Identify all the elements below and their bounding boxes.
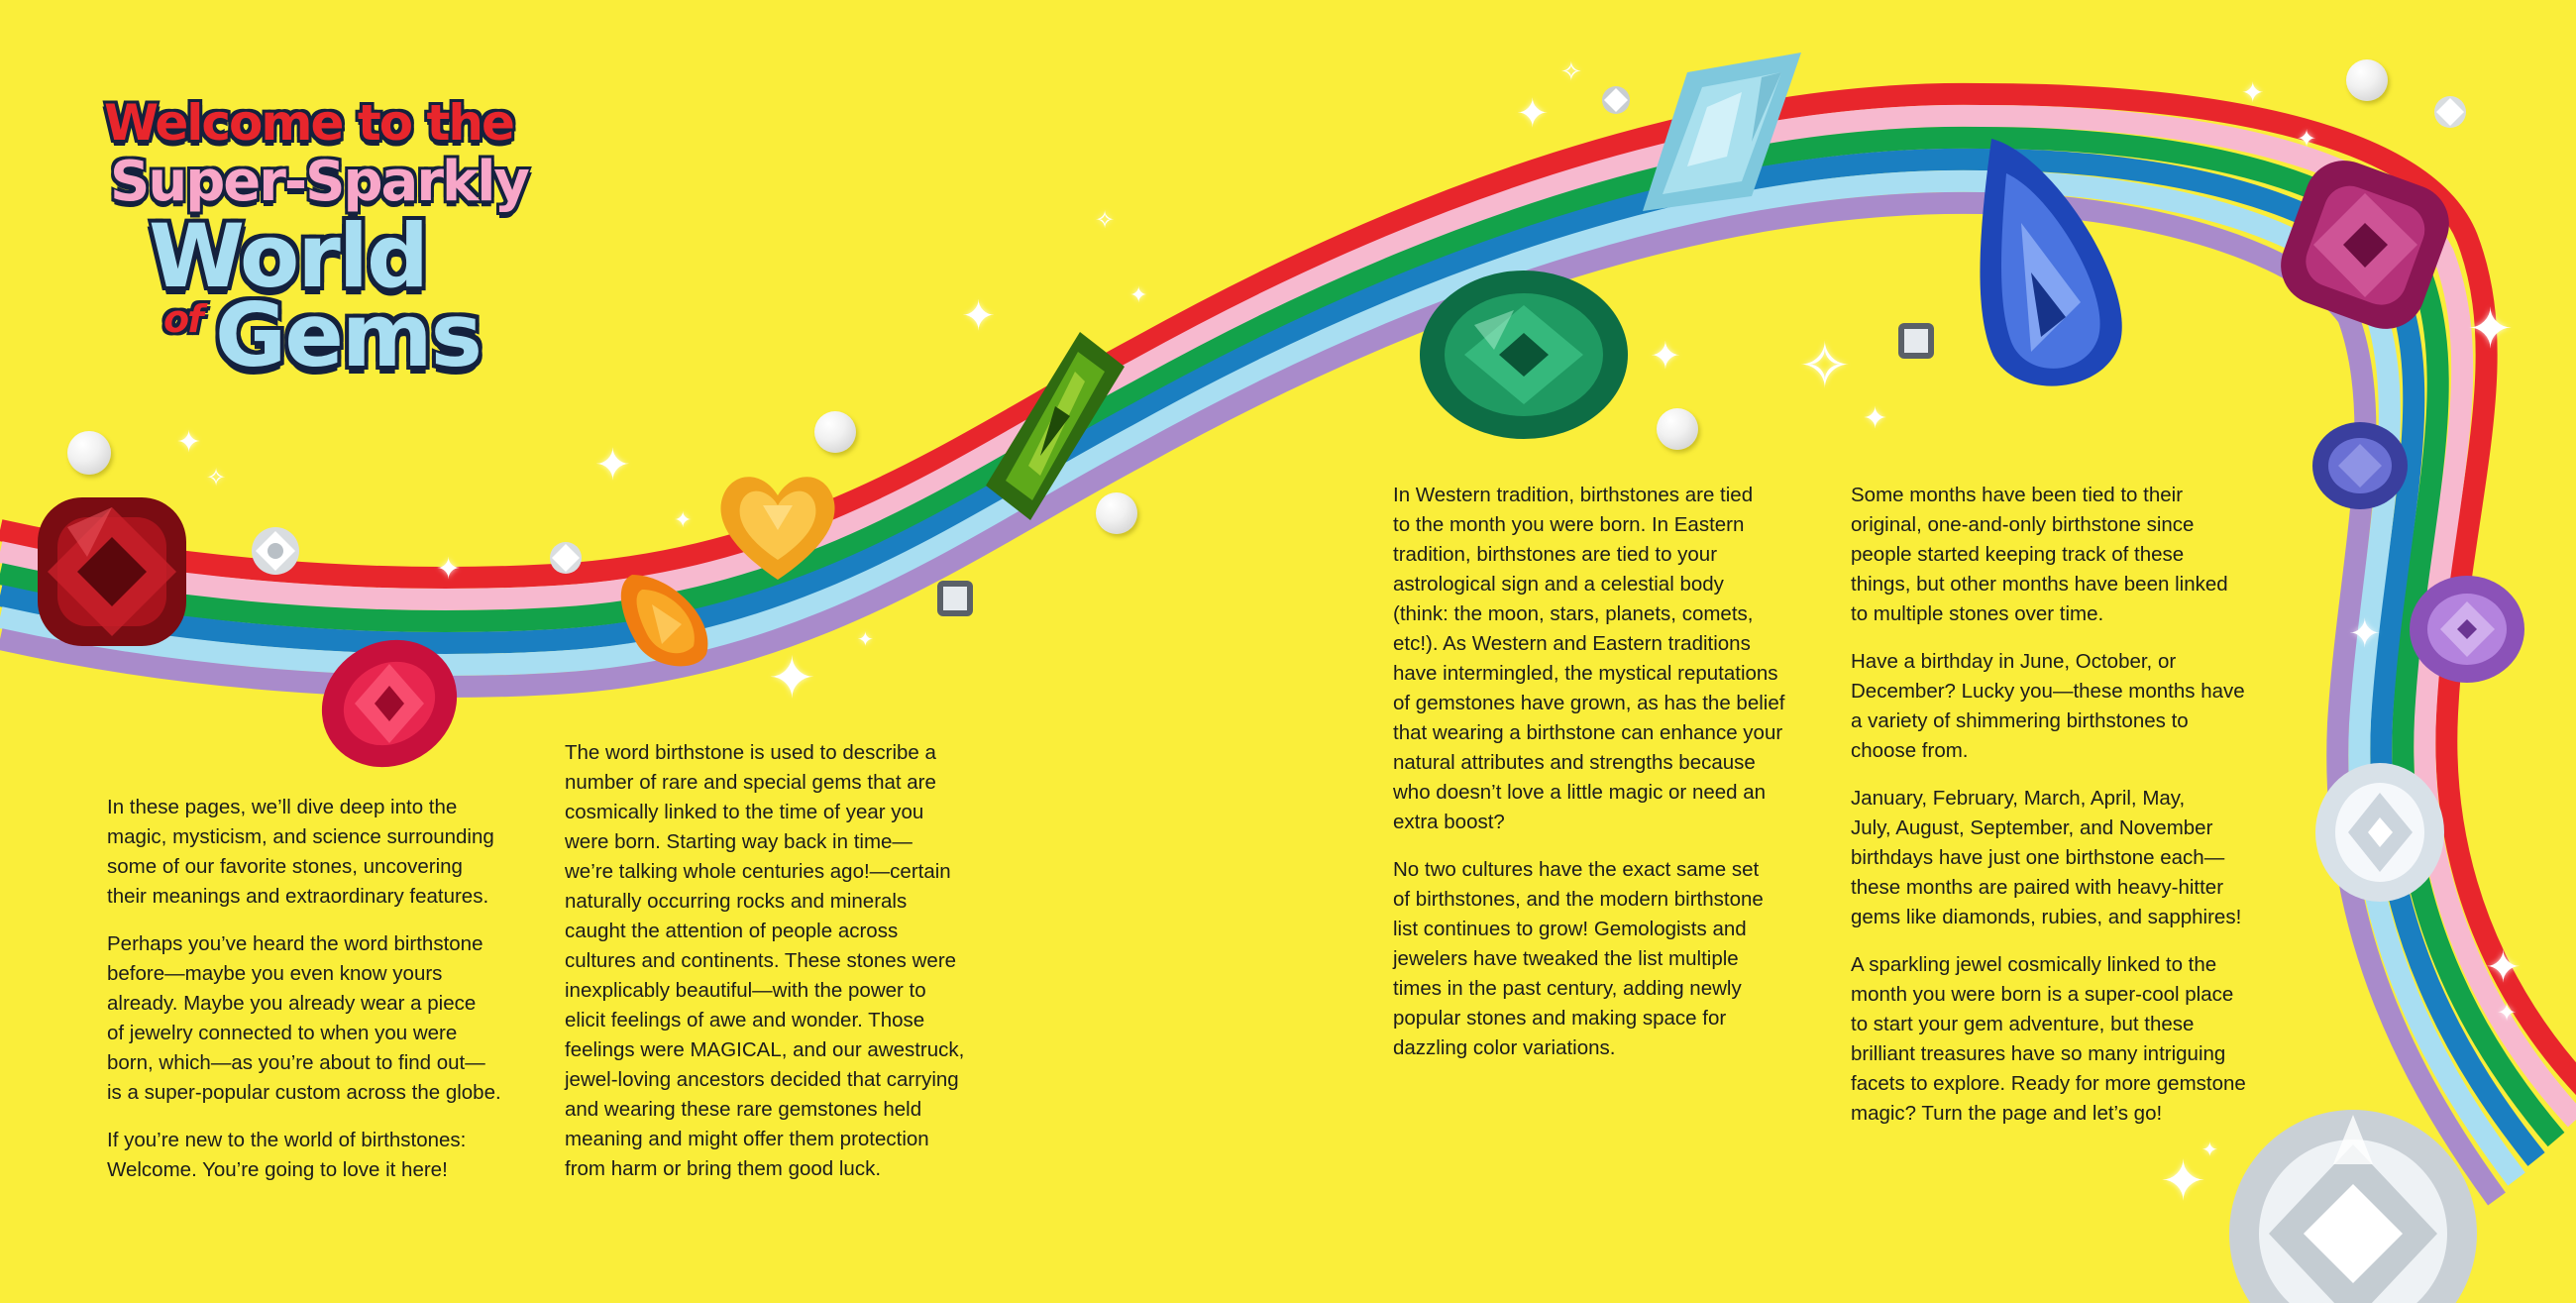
ruby-gem-icon (315, 634, 464, 773)
sparkle-icon: ✦ (2348, 611, 2382, 657)
small-diamond-icon (548, 540, 584, 576)
pearl-icon (2346, 59, 2388, 101)
citrine-gem-icon (612, 565, 721, 674)
small-diamond-icon (933, 577, 977, 620)
page-title (94, 94, 570, 401)
paragraph: If you’re new to the world of birthstones: Welcome. You’re going to love it here! (107, 1129, 467, 1181)
paragraph: The word birthstone is used to describe a number of rare and special gems that are cosmically linked to the time of year you were born. Starting way back in time— we’re talking whole centuries ago!—certain naturally occurring rocks and minerals caught the attention of people across cultures and continents. These stones were inexplicably beautiful—with the power to elicit feelings of awe and wonder. Those feelings were MAGICAL, and our awestruck, jewel-loving ancestors decided that carrying and wearing these rare gemstones held meaning and might offer them protection from harm or bring them good luck. (565, 741, 965, 1180)
pearl-icon (67, 431, 111, 475)
garnet-gem-icon (28, 488, 196, 656)
sparkle-icon: ✦ (1650, 334, 1681, 378)
sparkle-icon: ✦ (2485, 942, 2522, 993)
sparkle-icon: ✧ (1560, 57, 1582, 87)
small-diamond-icon (1894, 319, 1938, 363)
paragraph: In these pages, we’ll dive deep into the magic, mysticism, and science surrounding some of our favorite stones, uncovering their meanings and extraordinary features. (107, 796, 494, 908)
intro-column (107, 793, 543, 1203)
small-diamond-icon (2432, 94, 2468, 130)
sparkle-icon: ✦ (2201, 1138, 2218, 1161)
sparkle-icon: ✦ (2241, 76, 2265, 109)
birthstone-definition-column (565, 738, 1001, 1202)
small-diamond-icon (250, 525, 301, 577)
sparkle-icon: ✦ (1516, 91, 1550, 137)
emerald-gem-icon (1415, 266, 1633, 444)
title-line-gems: Gems (215, 284, 481, 386)
sparkle-icon: ✦ (176, 425, 202, 460)
paragraph: In Western tradition, birthstones are tied to the month you were born. In Eastern tradition, birthstones are tied to your astrological sign and a celestial body (think: the moon, stars, planets, comets, etc!). As Western and Eastern traditions have intermingled, the mystical reputations of gemstones have grown, as has the belief that wearing a birthstone can enhance your natural attributes and strengths because who doesn’t love a little magic or need an extra boost? (1393, 484, 1785, 833)
sparkle-icon: ✦ (2467, 297, 2514, 362)
sparkle-icon: ✦ (2160, 1149, 2206, 1214)
paragraph: No two cultures have the exact same set of birthstones, and the modern birthstone list continues to grow! Gemologists and jewelers have tweaked the list multiple times in the past century, adding newly popular stones and making space for dazzling color variations. (1393, 858, 1764, 1059)
paragraph: Perhaps you’ve heard the word birthstone before—maybe you even know yours already. Maybe you already wear a piece of jewelry connected to when you were born, which—as you’re about to find out— is a super-popular custom across the globe. (107, 932, 501, 1104)
topaz-heart-gem-icon (713, 461, 842, 590)
title-line-super-sparkly: Super-Sparkly (110, 150, 528, 214)
blue-sapphire-small-gem-icon (2308, 416, 2413, 515)
tourmaline-gem-icon (2279, 159, 2452, 332)
sparkle-icon: ✦ (674, 508, 693, 533)
amethyst-gem-icon (2406, 570, 2529, 689)
pearl-icon (814, 411, 856, 453)
sparkle-icon: ✧ (1798, 330, 1852, 403)
sparkle-icon: ✦ (2497, 999, 2518, 1027)
sapphire-pear-gem-icon (1972, 134, 2140, 401)
small-diamond-icon (1600, 84, 1632, 116)
sparkle-icon: ✦ (594, 440, 631, 490)
sparkle-icon: ✧ (1095, 206, 1116, 234)
paragraph: Have a birthday in June, October, or December? Lucky you—these months have a variety of shimmering birthstones to choose from. (1851, 650, 2245, 762)
months-column (1851, 481, 2297, 1146)
title-line-welcome: Welcome to the (104, 94, 513, 152)
sparkle-icon: ✦ (768, 644, 816, 711)
white-sapphire-gem-icon (2308, 758, 2452, 907)
paragraph: Some months have been tied to their original, one-and-only birthstone since people started keeping track of these things, but other months have been linked to multiple stones over time. (1851, 484, 2228, 625)
pearl-icon (1096, 492, 1137, 534)
paragraph: A sparkling jewel cosmically linked to the month you were born is a super-cool place to start your gem adventure, but these brilliant treasures have so many intriguing facets to explore. Ready for more gemstone magic? Turn the page and let’s go! (1851, 953, 2246, 1125)
sparkle-icon: ✧ (206, 464, 227, 491)
paragraph: January, February, March, April, May, July, August, September, and November birthdays have just one birthstone each— these months are paired with heavy-hitter gems like diamonds, rubies, and sapphires! (1851, 787, 2242, 928)
traditions-column (1393, 481, 1839, 1081)
sparkle-icon: ✦ (1863, 401, 1888, 436)
title-line-world: World (149, 205, 427, 307)
title-line-of: of (163, 297, 202, 341)
sparkle-icon: ✦ (436, 552, 462, 587)
sparkle-icon: ✦ (1129, 283, 1148, 308)
sparkle-icon: ✦ (2297, 125, 2317, 153)
sparkle-icon: ✦ (961, 291, 997, 340)
sparkle-icon: ✦ (857, 627, 874, 651)
aquamarine-gem-icon (1633, 48, 1811, 216)
pearl-icon (1657, 408, 1698, 450)
